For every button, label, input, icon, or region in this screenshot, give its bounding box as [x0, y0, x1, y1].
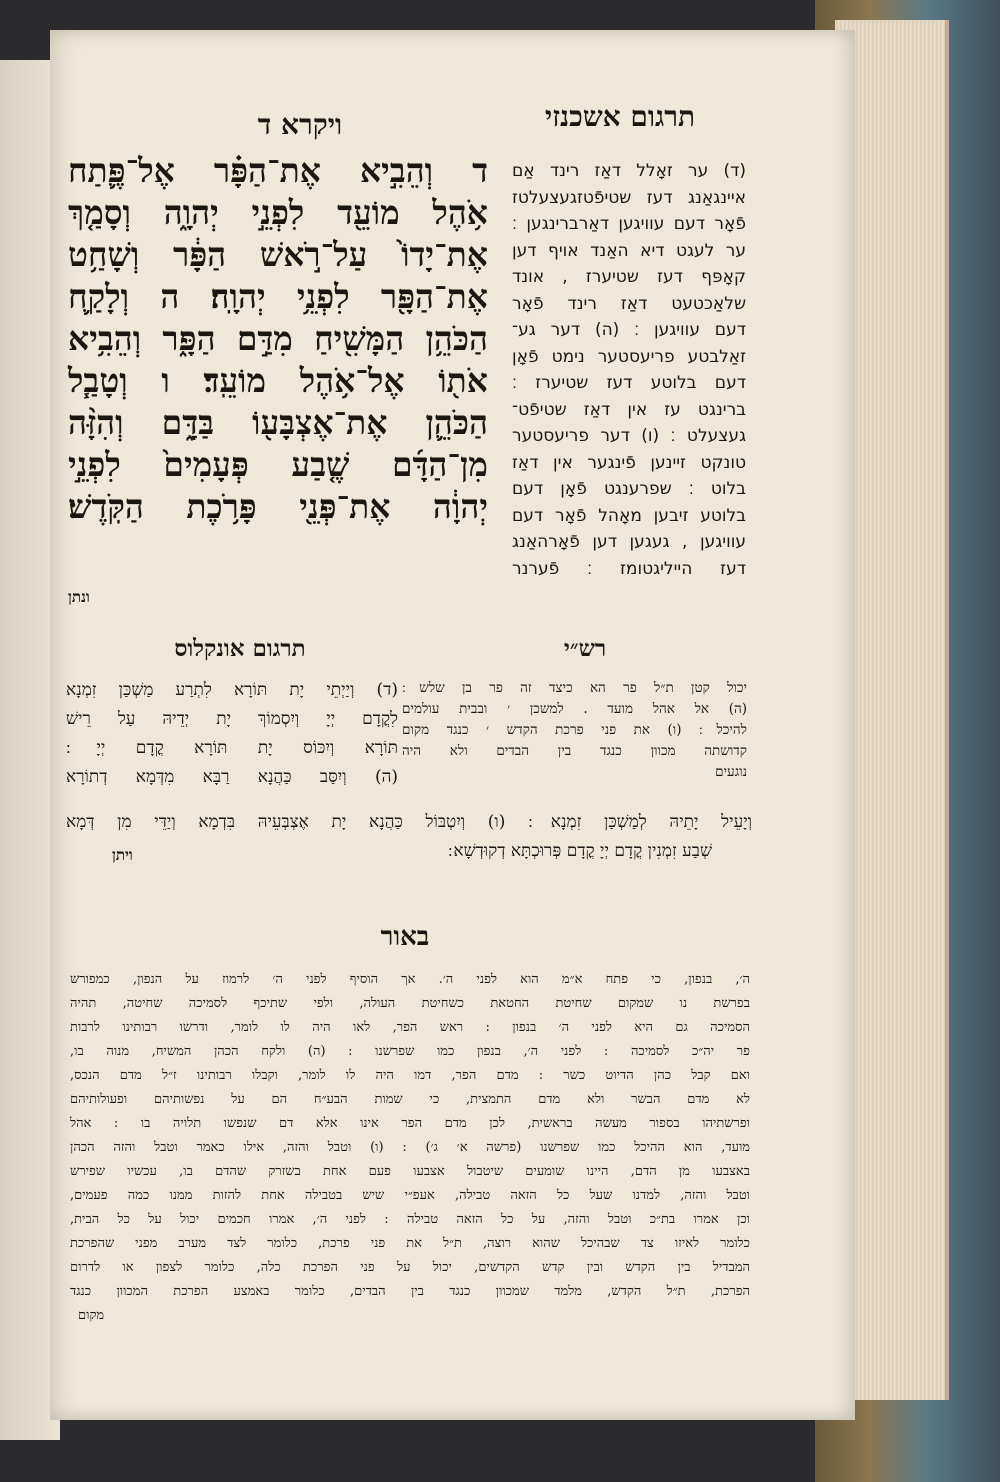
rashi-heading: רש״י	[563, 635, 607, 662]
rashi-line: קדושתה מכוון כנגד בין הבדים ולא היה	[402, 743, 747, 759]
rashi-line: יכול קטן ת״ל פר הא כיצד זה פר בן שלש ׃	[402, 680, 747, 696]
main-text-line: הַכֹּהֵ֛ן אֶת־אֶצְבָּע֖וֹ בַּדָּ֑ם וְהִזָּ֨ה	[68, 403, 488, 442]
main-text-line: מִן־הַדָּ֜ם שֶׁ֤בַע פְּעָמִים֙ לִפְנֵ֣י	[68, 445, 488, 484]
biur-line: כלומר לאיזו צד שבהיכל שהוא רוצה, ת״ל את פני פרכת, כלומר לצד מערב מפני שהפרכת	[70, 1236, 750, 1251]
onkelos-line: תּוֹרָא וְיִכּוֹס יָת תּוֹרָא קֳדָם יְיָ ׃	[66, 738, 398, 758]
running-head-left: ויקרא ד	[257, 108, 343, 141]
yiddish-line: עוויגען , געגען דען פֿאָרהאַנג	[512, 532, 746, 552]
biur-commentary	[70, 968, 750, 1328]
main-catchword: ונתן	[68, 588, 90, 606]
yiddish-line: ברינגט עז אין דאַז שטיפֿט־	[512, 399, 746, 420]
biur-line: לא מדם הבשר ולא מדם התמצית, כי שמות הבע״ח הם על נפשותיהם ופעולותיהם	[70, 1092, 750, 1107]
yiddish-line: (ד) ער זאָלל דאַז רינד אַם	[512, 161, 746, 181]
onkelos-heading: תרגום אונקלוס	[174, 635, 306, 662]
yiddish-line: פֿאָר דעם עוויגען דאַרברינגען ׃	[512, 214, 746, 234]
biur-line: מקום	[78, 1308, 105, 1323]
biur-line: פר יה״כ לסמיכה : לפני ה׳, בנפון כמו שפרשנו : (ה) ולקח הכהן המשיח, מנוה בו,	[70, 1044, 750, 1059]
main-text-line: יְהוָ֔ה אֶת־פְּנֵ֖י פָּרֹ֥כֶת הַקֹּֽדֶשׁ׃	[68, 487, 488, 526]
main-text-line: אֶת־הַפָּ֖ר לִפְנֵ֥י יְהוָֽה׃ ה וְלָקַ֛ח	[68, 277, 488, 316]
biur-line: המבדיל בין הקדש ובין קדש הקדשים, יכול על פני הפרכת כלה, כלומר לצפון או לדרום	[70, 1260, 750, 1275]
biur-line: וטבל והזה, למדנו שעל כל הזאה טבילה, אעפ״י שיש בטבילה אחת להזות ממנו כמה פעמים,	[70, 1188, 750, 1203]
yiddish-line: בלוטע זיבען מאָהל פֿאָר דעם	[512, 505, 746, 526]
onkelos-line: לִקֳדָם יְיָ וְיִסְמוֹךְ יָת יְדֵיהּ עַל רֵישׁ	[66, 709, 398, 729]
yiddish-line: טונקט זיינען פֿינגער אין דאַז	[512, 452, 746, 473]
main-text-line: אֹ֥הֶל מוֹעֵ֖ד לִפְנֵ֣י יְהוָ֑ה וְסָמַ֤ךְ	[68, 193, 488, 232]
yiddish-line: בלוט ׃ שפרענגט פֿאָן דעם	[512, 479, 746, 499]
main-text-line: הַכֹּהֵ֥ן הַמָּשִׁ֖יחַ מִדַּ֣ם הַפָּ֑ר וְהֵבִ֥יא	[68, 319, 488, 358]
biur-line: וכן אמרו בת״כ וטבל והזה, על כל הזאה טבילה : לפני ה׳, אמרו חכמים יכול על כל הבית,	[70, 1212, 750, 1227]
biur-line: ופרשתיהו בספור מעשה בראשית, לכן מדם הפר אינו אלא דם שנפשו תלויה בו : אהל	[70, 1116, 750, 1131]
biur-line: ה׳, בנפון, כי פתח א״מ הוא לפני ה׳. אך הוסיף לפני ה׳ לרמוז על הנפון, כמפורש	[70, 972, 750, 987]
biur-heading: באור	[380, 922, 430, 952]
onkelos-full-line: שְׁבַע זִמְנִין קֳדָם יְיָ קֳדָם פְּרוּכְתָּא דְקוּדְשָׁא ׃	[447, 841, 712, 861]
rashi-line: נוגעים	[715, 764, 747, 780]
yiddish-translation	[512, 158, 746, 582]
biur-line: הפרכת, ת״ל הקדש, מלמד שמכוון כנגד בין הבדים, כלומר באמצע הפרכת המכוון כנגד	[70, 1284, 750, 1299]
main-text-line: אֹת֖וֹ אֶל־אֹ֥הֶל מוֹעֵֽד׃ ו וְטָבַ֧ל	[68, 361, 488, 400]
onkelos-catchword: ויתן	[112, 846, 133, 864]
onkelos-translation	[66, 676, 398, 792]
yiddish-line: דעם עוויגען ׃ (ה) דער גע־	[512, 320, 746, 340]
yiddish-line: איינגאַנג דעז שטיפֿטזגעצעלטז	[512, 187, 746, 208]
yiddish-line: זאַלבטע פריעסטער נימט פֿאָן	[512, 346, 746, 367]
main-text-line: ד וְהֵבִ֣יא אֶת־הַפָּ֗ר אֶל־פֶּ֛תַח	[68, 151, 488, 190]
biur-line: ואם קבל כהן הדיוט כשר : מדם הפר, דמו היה לו לומר, וקבלו רבותינו ז״ל מדם הנכס,	[70, 1068, 750, 1083]
running-head-right: תרגום אשכנזי	[544, 100, 696, 133]
yiddish-line: ער לעגט דיא האַנד אויף דען	[512, 240, 746, 261]
yiddish-line: דעז הייליגטומז ׃ פֿערנר	[512, 558, 746, 579]
biur-line: מועד, הוא ההיכל כמו שפרשנו (פרשה א׳ ג׳) : (ו) וטבל והזה, אילו כאמר וטבל והזה הכהן	[70, 1140, 750, 1155]
onkelos-line: (ד) וְיַיְתֵי יָת תּוֹרָא לִתְרַע מַשְׁכַּן זִמְנָא	[66, 680, 398, 700]
biur-line: הסמיכה גם היא לפני ה׳ בנפון : ראש הפר, לאו היה לו לומר, ודרשו רבותינו לרבות	[70, 1020, 750, 1035]
rashi-line: (ה) אל אהל מועד . למשכן ׳ ובבית עולמים	[402, 701, 747, 717]
yiddish-line: קאָפּף דעז שטיערז , אונד	[512, 267, 746, 287]
biur-line: בפרשת נו שמקום שחיטת החטאת כשחיטת העולה, ולפי שתיכף לסמיכה שחיטה, תהיה	[70, 996, 750, 1011]
yiddish-line: געצעלט ׃ (ו) דער פריעסטער	[512, 426, 746, 446]
biur-line: באצבעו מן הדם, היינו שומעים שיטבול אצבעו פעם אחת בשזרק שהדם בו, עכשיו שפירש	[70, 1164, 750, 1179]
main-hebrew-text	[68, 150, 488, 528]
rashi-commentary	[402, 678, 747, 783]
yiddish-line: דעם בלוטע דעז שטיערז ׃	[512, 373, 746, 393]
onkelos-full-line: וְיָעֵיל יָתֵיהּ לְמַשְׁכַּן זִמְנָא ׃ (ו) וְיִטְבּוֹל כַּהֲנָא יָת אֶצְבְּעֵיהּ בִּדְמָא וְיַדֵּי מִן דְּמָא	[66, 812, 752, 832]
main-text-line: אֶת־יָדוֹ֙ עַל־רֹ֣אשׁ הַפָּ֔ר וְשָׁחַ֥ט	[68, 235, 488, 274]
rashi-line: להיכל ׃ (ו) את פני פרכת הקדש ׳ כנגד מקום	[402, 722, 747, 738]
onkelos-line: (ה) וְיִסַּב כַּהֲנָא רַבָּא מִדְּמָא דְתוֹרָא	[66, 767, 398, 787]
yiddish-line: שלאַכטעט דאַז רינד פֿאָר	[512, 293, 746, 314]
